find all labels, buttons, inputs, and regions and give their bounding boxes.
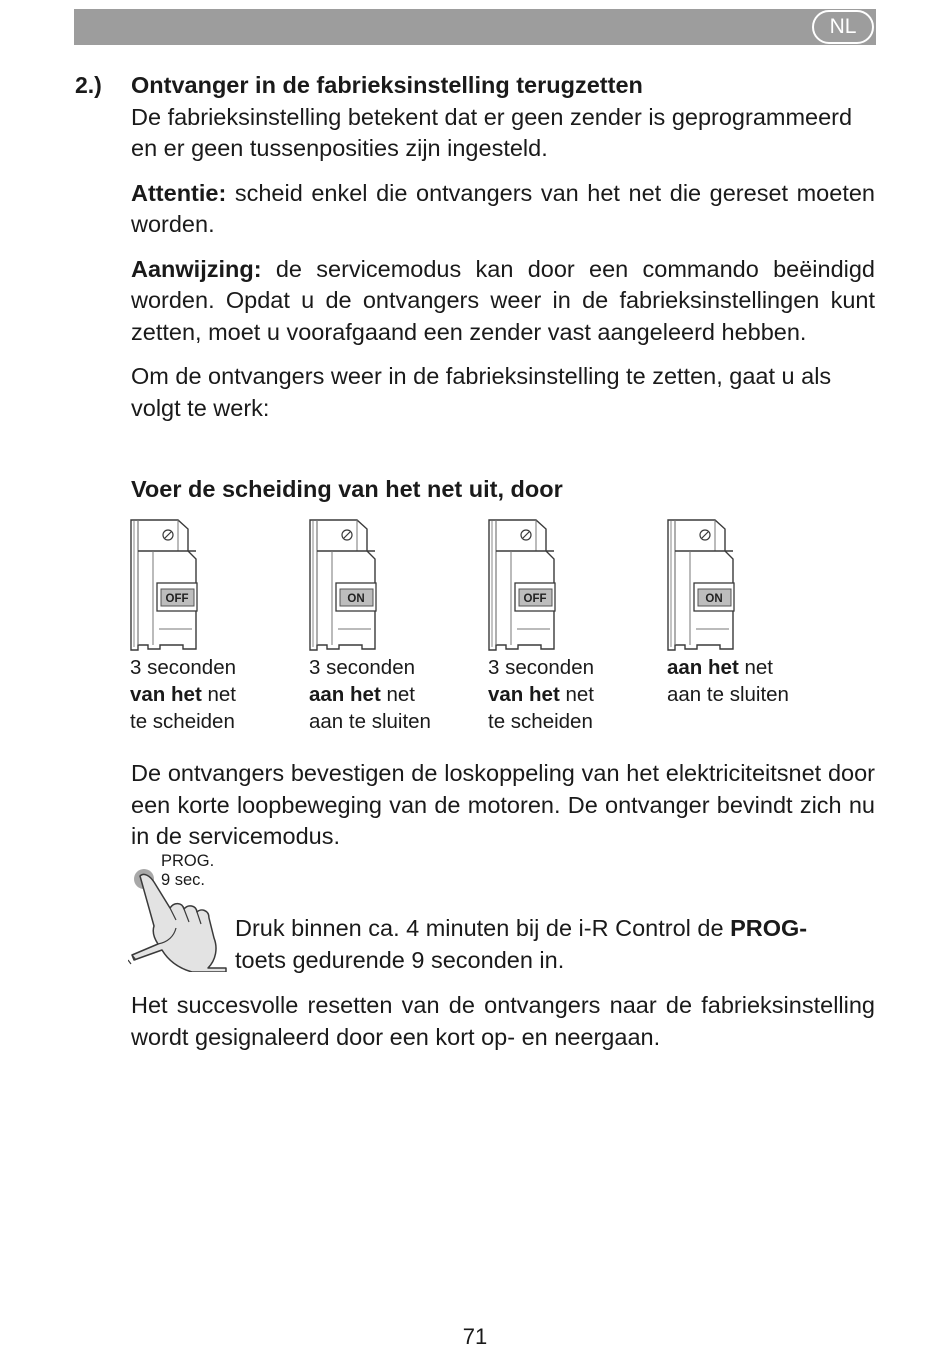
hint-text: de servicemodus kan door een commando beëindigd worden. Opdat u de ontvangers weer in de fabrieksinstellingen kunt zetten, moet u voorafgaand een zender vast aangeleerd hebben. bbox=[131, 255, 875, 345]
section-number: 2.) bbox=[75, 72, 102, 98]
switch-illustrations bbox=[0, 519, 950, 651]
subheading: Voer de scheiding van het net uit, door bbox=[131, 476, 563, 502]
switch-state-label: ON bbox=[347, 593, 365, 605]
result-paragraph: Het succesvolle resetten van de ontvangers naar de fabrieksinstelling wordt gesignaleerd door een kort op- en neergaan. bbox=[131, 992, 875, 1050]
attention-paragraph bbox=[131, 178, 875, 241]
pressing-hand-icon bbox=[128, 862, 228, 972]
step-caption: 3 seconden van het net te scheiden bbox=[130, 656, 237, 733]
circuit-breaker-on-illustration bbox=[309, 519, 379, 651]
language-badge: NL bbox=[812, 10, 874, 44]
page-number: 71 bbox=[462, 1324, 488, 1349]
section-title: Ontvanger in de fabrieksinstelling terugzetten bbox=[131, 72, 643, 98]
prog-instruction: Druk binnen ca. 4 minuten bij de i-R Control de PROG- toets gedurende 9 seconden in. bbox=[235, 915, 808, 973]
step-caption: 3 seconden van het net te scheiden bbox=[488, 656, 595, 733]
attention-label: Attentie: bbox=[131, 179, 227, 206]
intro-text: De fabrieksinstelling betekent dat er geen zender is geprogrammeerd en er geen tussenposities zijn ingesteld. bbox=[131, 103, 853, 161]
prog-label: PROG. 9 sec. bbox=[161, 852, 215, 889]
step-caption: 3 seconden aan het net aan te sluiten bbox=[309, 656, 431, 733]
intro-paragraph bbox=[131, 70, 875, 165]
switch-state-label: OFF bbox=[523, 593, 547, 605]
hint-paragraph bbox=[131, 254, 875, 349]
switch-state-label: OFF bbox=[165, 593, 189, 605]
attention-text: scheid enkel die ontvangers van het net die gereset moeten worden. bbox=[131, 179, 875, 237]
switch-state-label: ON bbox=[705, 593, 723, 605]
circuit-breaker-on-illustration bbox=[667, 519, 737, 651]
circuit-breaker-off-illustration bbox=[488, 519, 558, 651]
header-bar bbox=[74, 9, 876, 45]
step-caption: aan het net aan te sluiten bbox=[667, 656, 789, 706]
confirmation-paragraph: De ontvangers bevestigen de loskoppeling van het elektriciteitsnet door een korte loopbeweging van de motoren. De ontvanger bevindt zich nu in de servicemodus. bbox=[131, 760, 875, 849]
section-content bbox=[131, 70, 875, 437]
procedure-intro: Om de ontvangers weer in de fabrieksinstelling te zetten, gaat u als volgt te werk: bbox=[131, 363, 832, 421]
circuit-breaker-off-illustration bbox=[130, 519, 200, 651]
hint-label: Aanwijzing: bbox=[131, 255, 262, 282]
